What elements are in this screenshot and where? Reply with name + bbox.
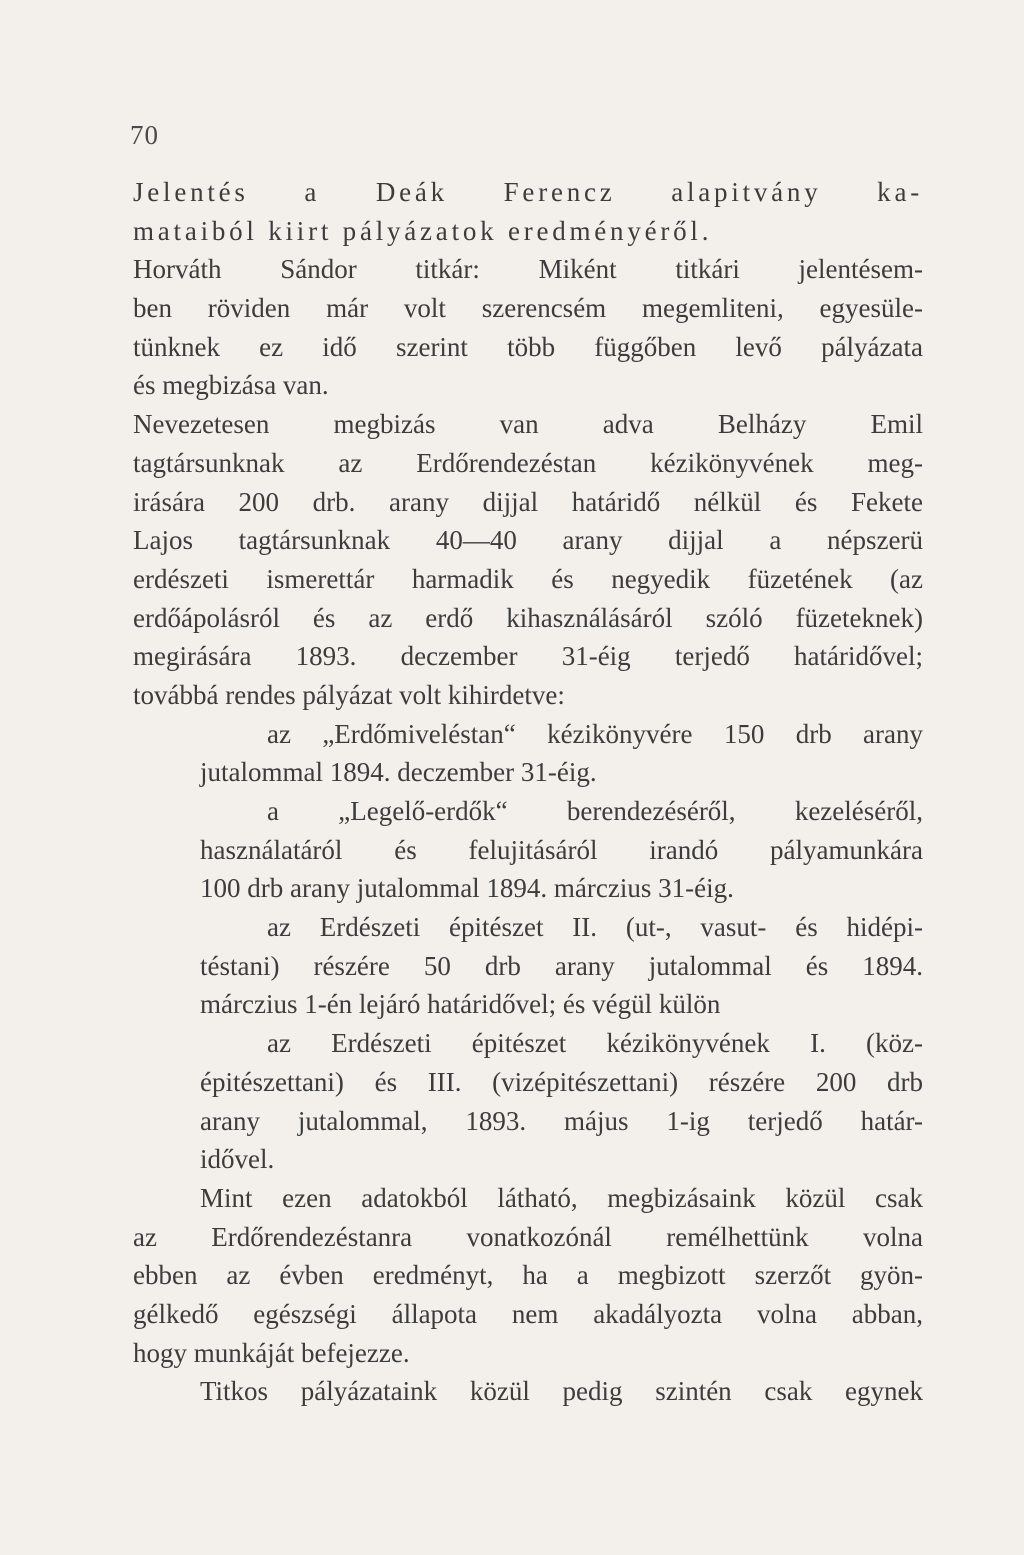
text-line: használatáról és felujitásáról irandó pályamunkára xyxy=(200,834,923,865)
text-line: Nevezetesen megbizás van adva Belházy Emil xyxy=(133,409,923,440)
text-line: épitészettani) és III. (vizépitészettani) részére 200 drb xyxy=(200,1066,923,1097)
text-line: az „Erdőmiveléstan“ kézikönyvére 150 drb arany xyxy=(267,718,923,749)
page-number: 70 xyxy=(130,120,159,150)
text-line: megirására 1893. deczember 31-éig terjedő határidővel; xyxy=(133,641,923,672)
text-line: arany jutalommal, 1893. május 1-ig terjedő határ- xyxy=(200,1105,923,1136)
text-line: az Erdőrendezéstanra vonatkozónál remélhettünk volna xyxy=(133,1221,923,1252)
text-line: az Erdészeti épitészet II. (ut-, vasut- és hidépi- xyxy=(267,912,923,943)
text-line: gélkedő egészségi állapota nem akadályozta volna abban, xyxy=(133,1298,923,1329)
text-line: Titkos pályázataink közül pedig szintén csak egynek xyxy=(200,1376,923,1407)
text-line: mataiból kiirt pályázatok eredményéről. xyxy=(133,215,713,246)
text-line: tagtársunknak az Erdőrendezéstan kézikönyvének meg- xyxy=(133,447,923,478)
text-line: ebben az évben eredményt, ha a megbizott szerzőt gyön- xyxy=(133,1260,923,1291)
text-line: ben röviden már volt szerencsém megemliteni, egyesüle- xyxy=(133,293,923,324)
text-line: 100 drb arany jutalommal 1894. márczius 31-éig. xyxy=(200,873,734,904)
text-line: a „Legelő-erdők“ berendezéséről, kezeléséről, xyxy=(267,796,923,826)
text-line: hogy munkáját befejezze. xyxy=(133,1337,410,1368)
text-line: Horváth Sándor titkár: Miként titkári jelentésem- xyxy=(133,254,923,285)
text-line: tünknek ez idő szerint több függőben levő pályázata xyxy=(133,331,923,362)
text-line: Jelentés a Deák Ferencz alapitvány ka- xyxy=(133,177,923,207)
text-line: továbbá rendes pályázat volt kihirdetve: xyxy=(133,679,565,710)
text-line: Mint ezen adatokból látható, megbizásaink közül csak xyxy=(200,1182,923,1213)
text-line: Lajos tagtársunknak 40—40 arany dijjal a népszerü xyxy=(133,525,923,556)
body-text xyxy=(133,173,923,1411)
text-line: erdészeti ismerettár harmadik és negyedik füzetének (az xyxy=(133,563,923,594)
text-line: márczius 1-én lejáró határidővel; és végül külön xyxy=(200,989,721,1020)
text-line: jutalommal 1894. deczember 31-éig. xyxy=(200,757,597,788)
text-line: idővel. xyxy=(200,1144,275,1175)
text-line: és megbizása van. xyxy=(133,370,329,401)
text-line: az Erdészeti épitészet kézikönyvének I. (köz- xyxy=(267,1028,923,1059)
text-line: irására 200 drb. arany dijjal határidő nélkül és Fekete xyxy=(133,486,923,517)
text-line: téstani) részére 50 drb arany jutalommal és 1894. xyxy=(200,950,923,981)
text-line: erdőápolásról és az erdő kihasználásáról szóló füzeteknek) xyxy=(133,602,923,633)
